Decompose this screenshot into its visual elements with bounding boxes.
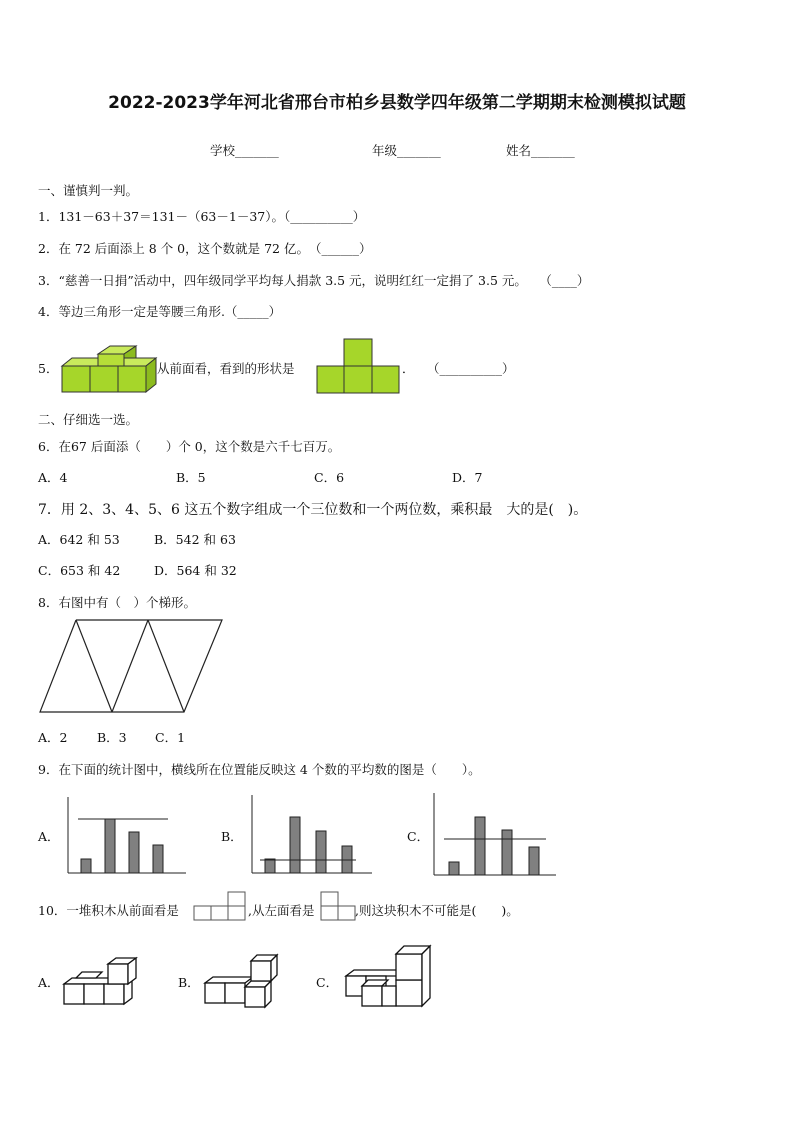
q10-label-b: B． [178,975,200,990]
q7-option-b: B．542 和 63 [154,532,236,547]
question-8: 8．右图中有（ ）个梯形。 [38,595,196,610]
q6-option-b: B．5 [176,470,206,485]
q10-option-a-blocks [62,956,142,1008]
page-title: 2022-2023学年河北省邢台市柏乡县数学四年级第二学期期末检测模拟试题 [108,93,686,113]
q8-option-b: B．3 [97,730,127,745]
question-10-part-2: ,从左面看是 [248,903,315,918]
q5-cube-stack-figure [60,344,156,394]
q8-option-a: A．2 [38,730,68,745]
q9-bar-chart-b [250,795,374,875]
question-10-part-1: 10．一堆积木从前面看是 [38,903,179,918]
grade-field: 年级_______ [372,143,441,158]
question-10-part-3: ,则这块积木不可能是( )。 [355,903,519,918]
q10-front-view-shape [193,890,247,922]
q8-option-c: C．1 [155,730,186,745]
question-5-text: 从前面看，看到的形状是 [157,361,295,376]
question-5-number: 5． [38,361,59,376]
q7-option-c: C．653 和 42 [38,563,121,578]
question-2: 2．在 72 后面添上 8 个 0，这个数就是 72 亿。 （______） [38,241,372,256]
question-4: 4．等边三角形一定是等腰三角形.（_____） [38,304,282,319]
question-6: 6．在67 后面添（ ）个 0，这个数是六千七百万。 [38,439,341,454]
q6-option-d: D．7 [452,470,483,485]
question-7: 7．用 2、3、4、5、6 这五个数字组成一个三位数和一个两位数，乘积最 大的是( )。 [38,502,588,518]
question-1: 1．131－63＋37＝131－（63－1－37）。（__________） [38,209,366,224]
question-3: 3．“慈善一日捐”活动中，四年级同学平均每人捐款 3.5 元，说明红红一定捐了 3.5 元。 （____） [38,273,590,288]
q9-label-a: A． [38,829,60,844]
q10-left-view-shape [320,890,356,922]
q10-option-c-blocks [344,944,436,1010]
q9-label-c: C． [407,829,430,844]
q9-bar-chart-a [66,797,188,875]
section-heading-judge: 一、谨慎判一判。 [38,183,139,198]
section-heading-choose: 二、仔细选一选。 [38,412,139,427]
q10-option-b-blocks [203,953,283,1009]
q9-bar-chart-c [432,793,558,877]
q10-label-a: A． [38,975,60,990]
q9-label-b: B． [221,829,243,844]
q6-option-a: A．4 [38,470,68,485]
name-field: 姓名_______ [506,143,575,158]
question-9: 9．在下面的统计图中，横线所在位置能反映这 4 个数的平均数的图是（ ）。 [38,762,481,777]
q10-label-c: C． [316,975,339,990]
q8-trapezoid-figure [38,618,224,714]
q6-option-c: C．6 [314,470,345,485]
q5-front-view-shape [316,338,400,394]
q7-option-a: A．642 和 53 [38,532,120,547]
school-field: 学校_______ [210,143,279,158]
q7-option-d: D．564 和 32 [154,563,237,578]
question-5-answer: ． （__________） [402,361,515,376]
